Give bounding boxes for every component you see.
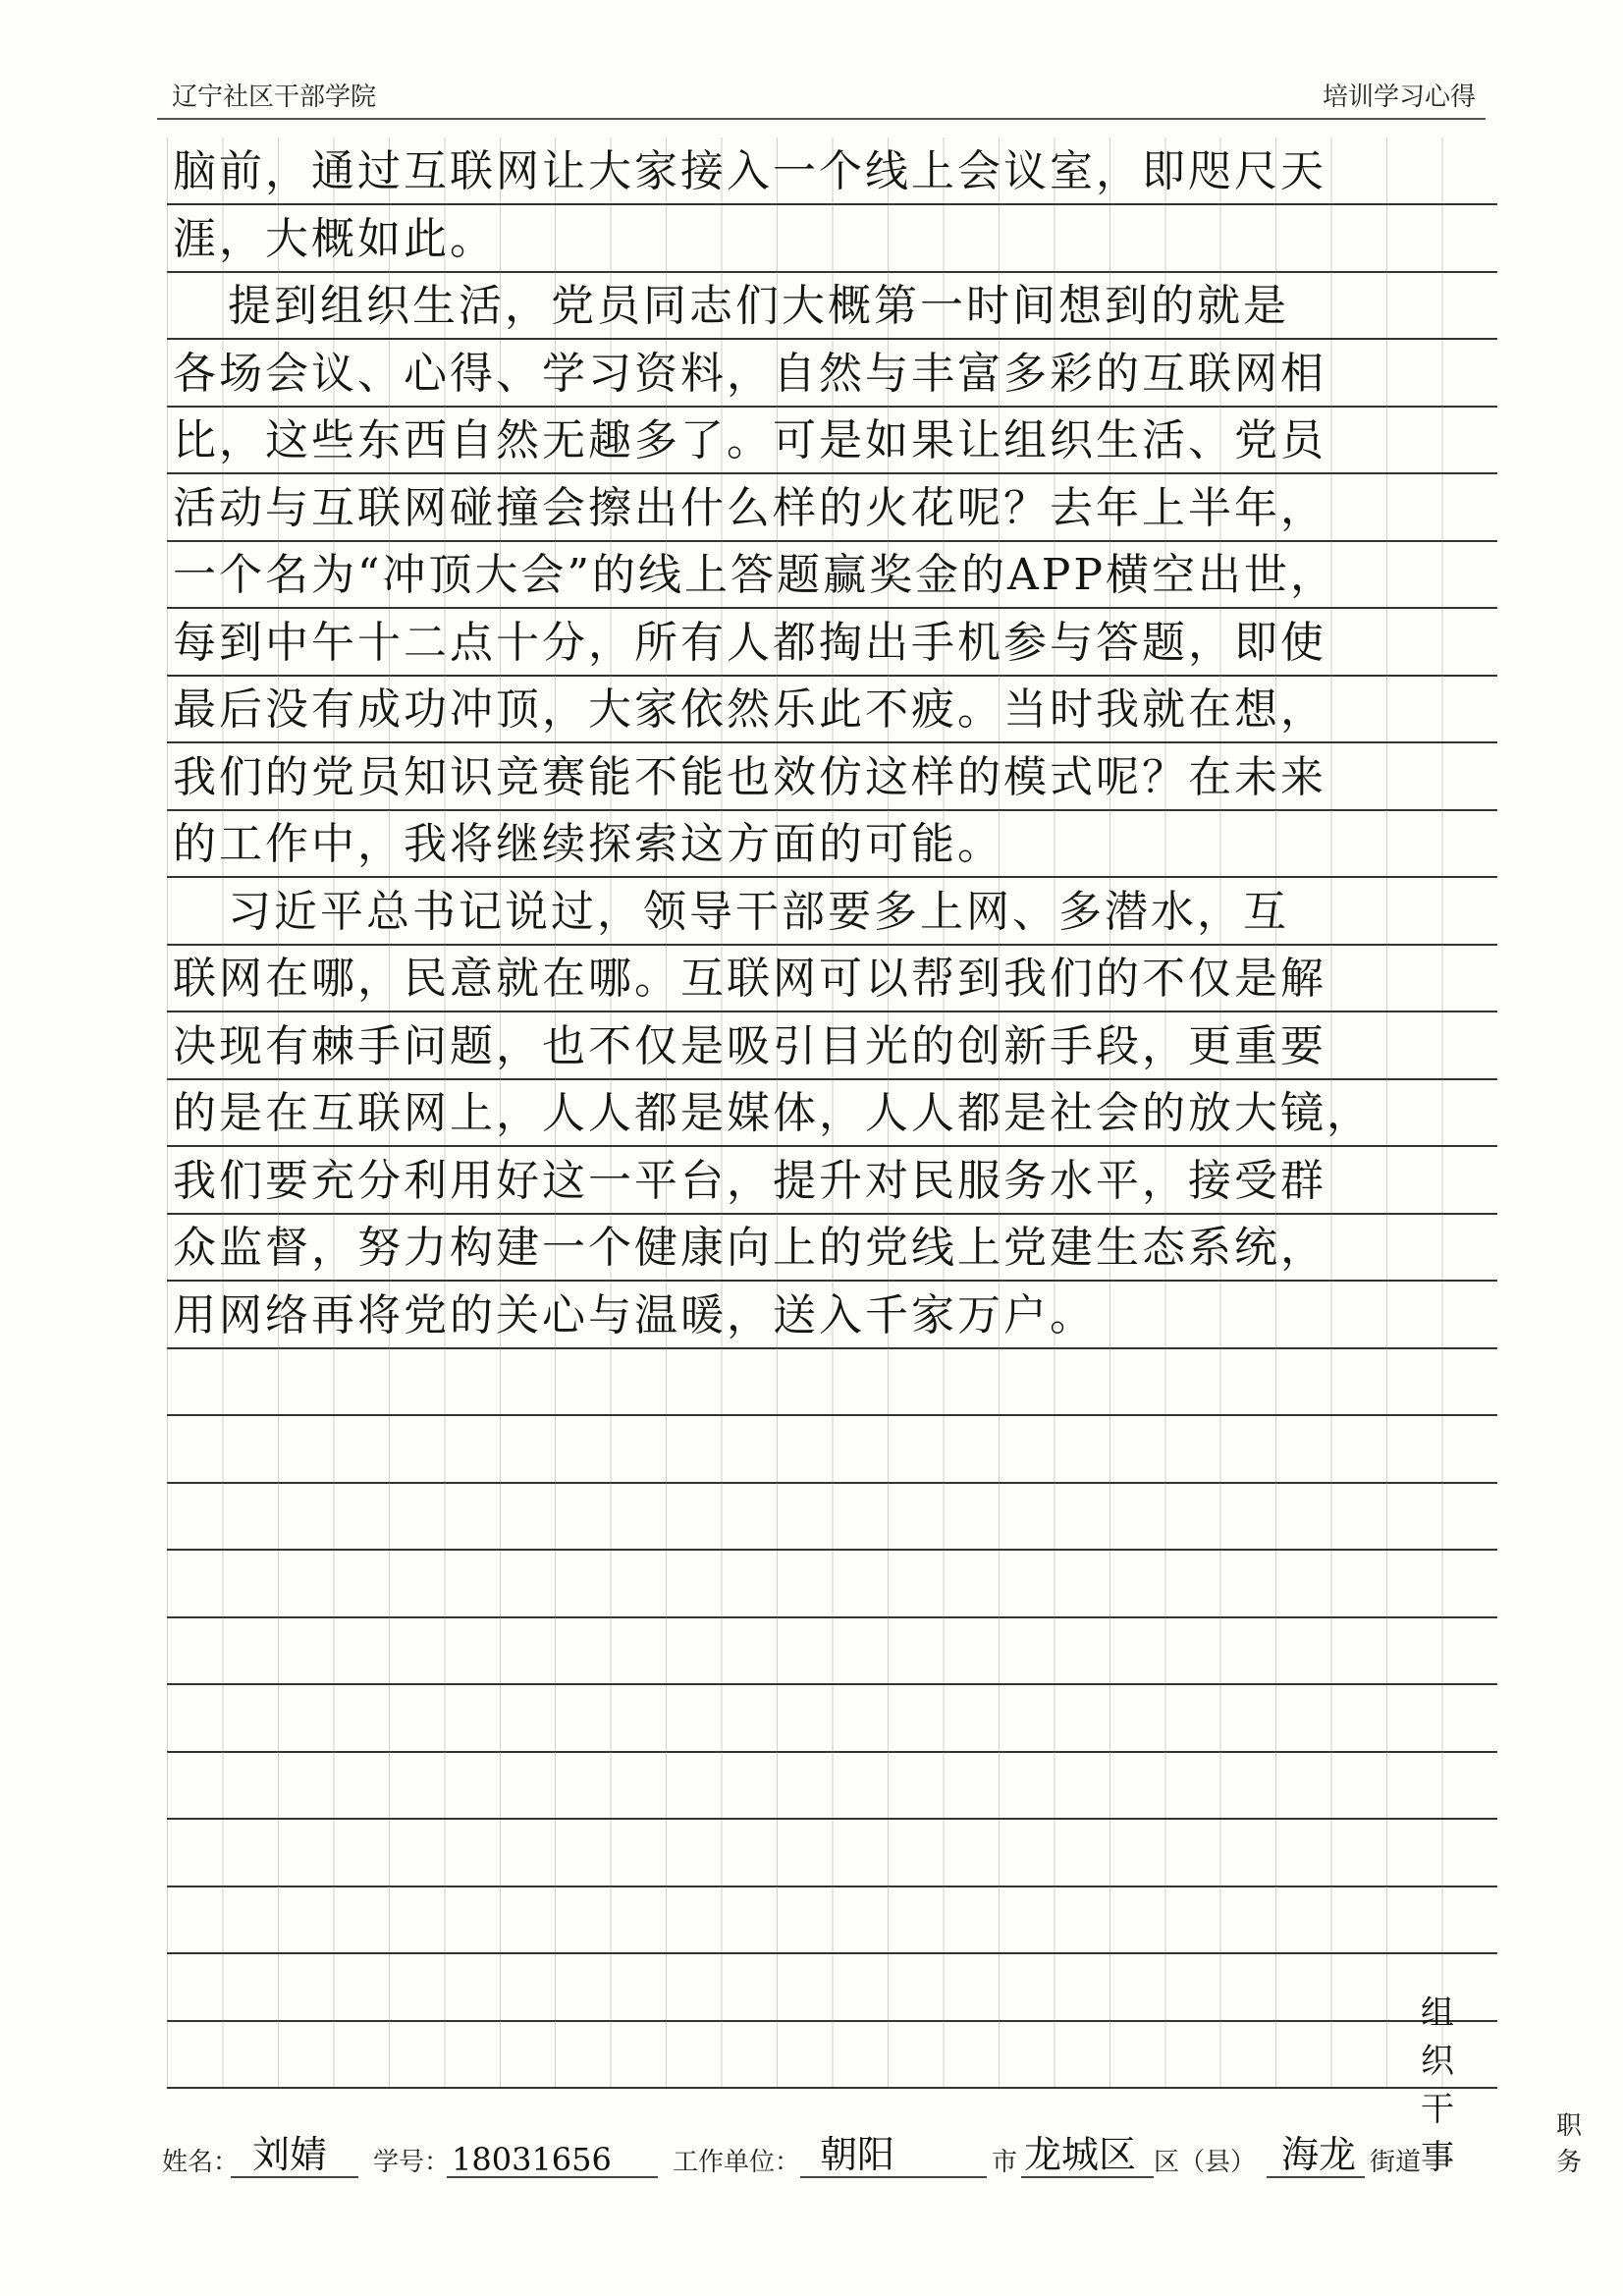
grid-row — [167, 340, 1497, 408]
grid-row — [167, 945, 1497, 1012]
header-rule — [157, 118, 1486, 120]
grid-row — [167, 676, 1497, 743]
student-id-value: 18031656 — [452, 2141, 612, 2178]
grid-row — [167, 272, 1497, 340]
name-value: 刘婧 — [252, 2133, 328, 2176]
handwritten-line: 我们要充分利用好这一平台，提升对民服务水平，接受群 — [173, 1155, 1326, 1206]
grid-cells — [167, 1752, 1497, 1818]
grid-row — [167, 1012, 1497, 1080]
handwritten-line: 联网在哪，民意就在哪。互联网可以帮到我们的不仅是解 — [173, 954, 1326, 1004]
grid-row — [167, 810, 1497, 878]
handwritten-line: 提到组织生活，党员同志们大概第一时间想到的就是 — [228, 281, 1289, 331]
signature-footer — [162, 1994, 1583, 2184]
grid-row — [167, 2021, 1497, 2089]
handwritten-line: 一个名为“冲顶大会”的线上答题赢奖金的APP横空出世， — [173, 550, 1336, 600]
handwritten-line: 每到中午十二点十分，所有人都掏出手机参与答题，即使 — [173, 617, 1326, 668]
grid-row — [167, 1282, 1497, 1349]
city-label: 市 — [992, 2148, 1018, 2177]
grid-row — [167, 1551, 1497, 1618]
grid-row — [167, 1214, 1497, 1282]
grid-cells — [167, 1416, 1497, 1482]
grid-row — [167, 1752, 1497, 1820]
grid-row — [167, 609, 1497, 677]
city-value: 朝阳 — [820, 2133, 895, 2176]
handwritten-line: 活动与互联网碰撞会擦出什么样的火花呢？去年上半年， — [173, 482, 1326, 533]
handwritten-line: 的工作中，我将继续探索这方面的可能。 — [173, 819, 1003, 869]
handwritten-line: 最后没有成功冲顶，大家依然乐此不疲。当时我就在想， — [173, 684, 1326, 735]
grid-row — [167, 1685, 1497, 1753]
handwritten-line: 脑前，通过互联网让大家接入一个线上会议室，即咫尺天 — [173, 146, 1326, 196]
grid-row — [167, 541, 1497, 609]
grid-cells — [167, 1483, 1497, 1549]
document-type-header: 培训学习心得 — [1322, 82, 1476, 112]
handwritten-line: 涯，大概如此。 — [173, 213, 496, 264]
handwritten-line: 用网络再将党的关心与温暖，送入千家万户。 — [173, 1289, 1096, 1340]
handwritten-line: 众监督，努力构建一个健康向上的党线上党建生态系统， — [173, 1223, 1326, 1273]
grid-row — [167, 1820, 1497, 1887]
position-label: 职务 — [1556, 2111, 1583, 2177]
handwritten-line: 比，这些东西自然无趣多了。可是如果让组织生活、党员 — [173, 415, 1326, 465]
grid-row — [167, 407, 1497, 474]
grid-row — [167, 474, 1497, 542]
grid-row — [167, 1886, 1497, 1954]
grid-row — [167, 205, 1497, 273]
handwritten-line: 决现有棘手问题，也不仅是吸引目光的创新手段，更重要 — [173, 1020, 1326, 1071]
grid-cells — [167, 1820, 1497, 1886]
grid-row — [167, 1483, 1497, 1551]
street-value: 海龙 — [1281, 2133, 1357, 2176]
grid-cells — [167, 1685, 1497, 1751]
lined-writing-grid — [167, 137, 1497, 2102]
institution-header: 辽宁社区干部学院 — [172, 82, 377, 112]
student-id-label: 学号： — [373, 2148, 451, 2177]
grid-row — [167, 1954, 1497, 2022]
grid-cells — [167, 1954, 1497, 2020]
name-label: 姓名： — [162, 2148, 240, 2177]
grid-row — [167, 1617, 1497, 1685]
grid-row — [167, 1079, 1497, 1147]
handwritten-line: 各场会议、心得、学习资料，自然与丰富多彩的互联网相 — [173, 348, 1326, 399]
grid-row — [167, 1147, 1497, 1215]
grid-cells — [167, 2021, 1497, 2087]
handwritten-line: 的是在互联网上，人人都是媒体，人人都是社会的放大镜， — [173, 1088, 1373, 1138]
grid-cells — [167, 1617, 1497, 1683]
grid-cells — [167, 1348, 1497, 1414]
handwritten-line: 我们的党员知识竞赛能不能也效仿这样的模式呢？在未来 — [173, 751, 1326, 802]
position-value: 组织干事 — [1421, 1994, 1454, 2177]
street-label: 街道 — [1370, 2148, 1422, 2177]
grid-row — [167, 743, 1497, 811]
grid-row — [167, 137, 1497, 205]
grid-cells — [167, 1886, 1497, 1952]
district-value: 龙城区 — [1024, 2133, 1137, 2176]
grid-cells — [167, 1551, 1497, 1616]
grid-row — [167, 1416, 1497, 1484]
work-unit-label: 工作单位： — [673, 2148, 801, 2177]
district-label: 区（县） — [1154, 2148, 1257, 2177]
grid-row — [167, 878, 1497, 946]
handwritten-line: 习近平总书记说过，领导干部要多上网、多潜水，互 — [228, 886, 1289, 937]
grid-row — [167, 1348, 1497, 1416]
